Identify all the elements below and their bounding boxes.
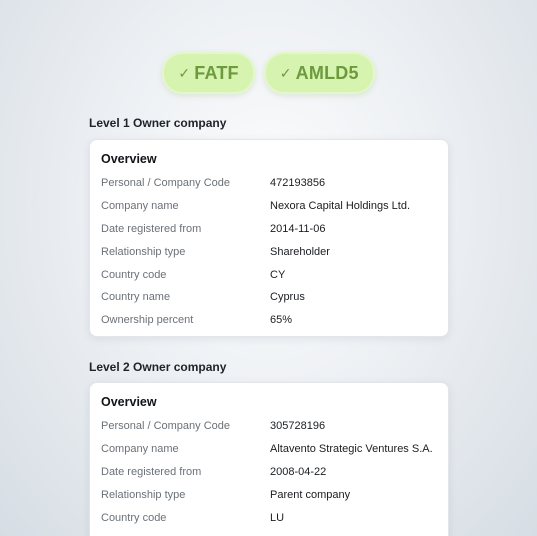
detail-key: Company name — [101, 200, 179, 213]
detail-key: Date registered from — [101, 465, 202, 478]
detail-value: Cyprus — [270, 291, 305, 304]
detail-value: 65% — [270, 314, 293, 327]
detail-key: Personal / Company Code — [101, 420, 231, 433]
card-heading: Overview — [101, 152, 157, 166]
card-heading: Overview — [101, 395, 157, 409]
detail-row — [101, 438, 437, 461]
detail-value: 2008-04-22 — [270, 465, 327, 478]
check-icon: ✓ — [178, 65, 191, 81]
detail-key: Country code — [101, 511, 167, 524]
detail-row — [101, 309, 437, 332]
detail-value: 472193856 — [270, 177, 326, 190]
detail-value: Altavento Strategic Ventures S.A. — [270, 443, 433, 456]
level2-overview-card — [89, 382, 449, 536]
detail-row — [101, 461, 437, 484]
detail-row — [101, 240, 437, 263]
detail-value: LU — [270, 511, 285, 524]
detail-row — [101, 218, 437, 241]
detail-key: Company name — [101, 443, 179, 456]
detail-key: Country code — [101, 268, 167, 281]
check-icon: ✓ — [279, 65, 292, 81]
detail-row — [101, 286, 437, 309]
compliance-badges — [0, 52, 537, 94]
detail-row — [101, 506, 437, 529]
amld5-badge — [264, 52, 375, 94]
level2-section-title: Level 2 Owner company — [89, 360, 227, 374]
detail-key: Relationship type — [101, 245, 186, 258]
level1-section-title: Level 1 Owner company — [89, 116, 227, 130]
badge-label: AMLD5 — [295, 62, 359, 83]
detail-value: Nexora Capital Holdings Ltd. — [270, 200, 411, 213]
detail-row — [101, 483, 437, 506]
badge-label: FATF — [194, 62, 239, 83]
detail-key: Personal / Company Code — [101, 177, 231, 190]
detail-key: Date registered from — [101, 222, 202, 235]
detail-key: Relationship type — [101, 488, 186, 501]
detail-value: Shareholder — [270, 245, 330, 258]
detail-row — [101, 263, 437, 286]
detail-row — [101, 415, 437, 438]
detail-row — [101, 195, 437, 218]
detail-value: 2014-11-06 — [270, 222, 326, 235]
detail-row — [101, 172, 437, 195]
detail-key: Country name — [101, 291, 171, 304]
detail-key: Ownership percent — [101, 314, 194, 327]
fatf-badge — [162, 52, 254, 94]
detail-value: Parent company — [270, 488, 351, 501]
level1-overview-card — [89, 139, 449, 337]
detail-value: CY — [270, 268, 286, 281]
detail-value: 305728196 — [270, 420, 326, 433]
